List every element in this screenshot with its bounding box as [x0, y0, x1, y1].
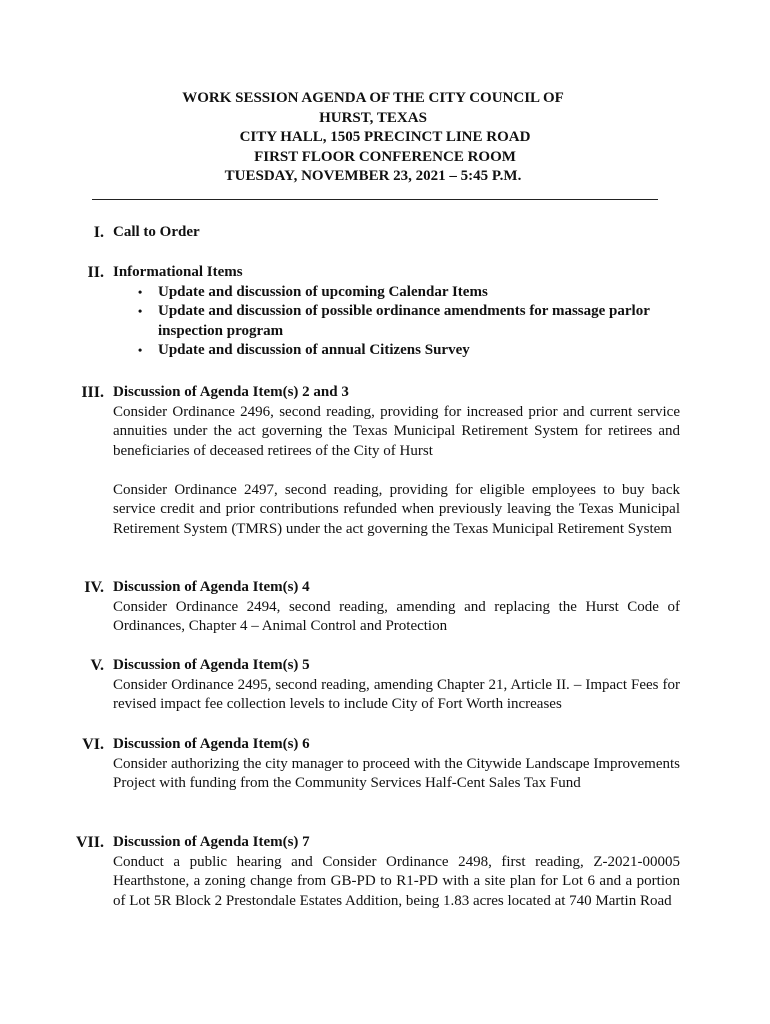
section-title: Call to Order: [113, 224, 200, 240]
section-body: [113, 656, 680, 715]
list-item: • Update and discussion of possible ordinance amendments for massage parlor inspection program: [138, 303, 650, 339]
section-numeral: V.: [90, 657, 104, 674]
section-body: [113, 833, 680, 911]
bullet-icon: •: [138, 304, 143, 318]
section-paragraph: Consider authorizing the city manager to proceed with the Citywide Landscape Improvements Project with funding from the Community Services Half-Cent Sales Tax Fund: [113, 755, 680, 791]
section-body: [113, 223, 680, 243]
section-body: [113, 383, 680, 539]
section-title: Discussion of Agenda Item(s) 4: [113, 579, 310, 595]
section-numeral: I.: [93, 224, 104, 241]
bullet-icon: •: [138, 343, 143, 357]
list-item: • Update and discussion of upcoming Calendar Items: [113, 283, 680, 303]
list-item: • Update and discussion of annual Citizens Survey: [113, 341, 680, 361]
section-paragraph: Conduct a public hearing and Consider Ordinance 2498, first reading, Z-2021-00005 Hearthstone, a zoning change from GB-PD to R1-PD with a site plan for Lot 6 and a portion of Lot 5R Block 2 Prestondale Estates Addition, being 1.83 acres located at 740 Martin Road: [113, 853, 680, 909]
bullet-icon: •: [138, 284, 143, 299]
section-body: [113, 578, 680, 637]
agenda-header: WORK SESSION AGENDA OF THE CITY COUNCIL OF HURST, TEXAS CITY HALL, 1505 PRECINCT LINE ROAD FIRST FLOOR CONFERENCE ROOM TUESDAY, NOVEMBER 23, 2021 – 5:45 P.M.: [182, 90, 564, 185]
section-paragraph: Consider Ordinance 2494, second reading, amending and replacing the Hurst Code of Ordinances, Chapter 4 – Animal Control and Protection: [113, 598, 680, 634]
section-numeral: VI.: [82, 736, 104, 753]
section-numeral: III.: [81, 384, 104, 401]
section-paragraph: Consider Ordinance 2496, second reading, providing for increased prior and current service annuities under the act governing the Texas Municipal Retirement System for retirees and beneficiaries of deceased retirees of the City of Hurst: [113, 403, 680, 459]
section-paragraph: Consider Ordinance 2495, second reading, amending Chapter 21, Article II. – Impact Fees for revised impact fee collection levels to include City of Fort Worth increases: [113, 676, 680, 712]
section-paragraph: Consider Ordinance 2497, second reading, providing for eligible employees to buy back service credit and prior contributions refunded when previously leaving the Texas Municipal Retirement System (TMRS) under the act governing the Texas Municipal Retirement System: [113, 481, 680, 537]
section-numeral: II.: [87, 264, 104, 281]
section-body: [113, 263, 680, 361]
section-title: Discussion of Agenda Item(s) 2 and 3: [113, 384, 349, 400]
section-numeral: VII.: [75, 834, 104, 851]
section-title: Discussion of Agenda Item(s) 5: [113, 657, 310, 673]
section-title: Discussion of Agenda Item(s) 7: [113, 834, 310, 850]
section-title: Discussion of Agenda Item(s) 6: [113, 736, 310, 752]
section-numeral: IV.: [84, 579, 104, 596]
header-divider: [92, 199, 658, 200]
section-title: Informational Items: [113, 264, 243, 280]
bullet-list: [113, 283, 680, 361]
section-body: [113, 735, 680, 794]
